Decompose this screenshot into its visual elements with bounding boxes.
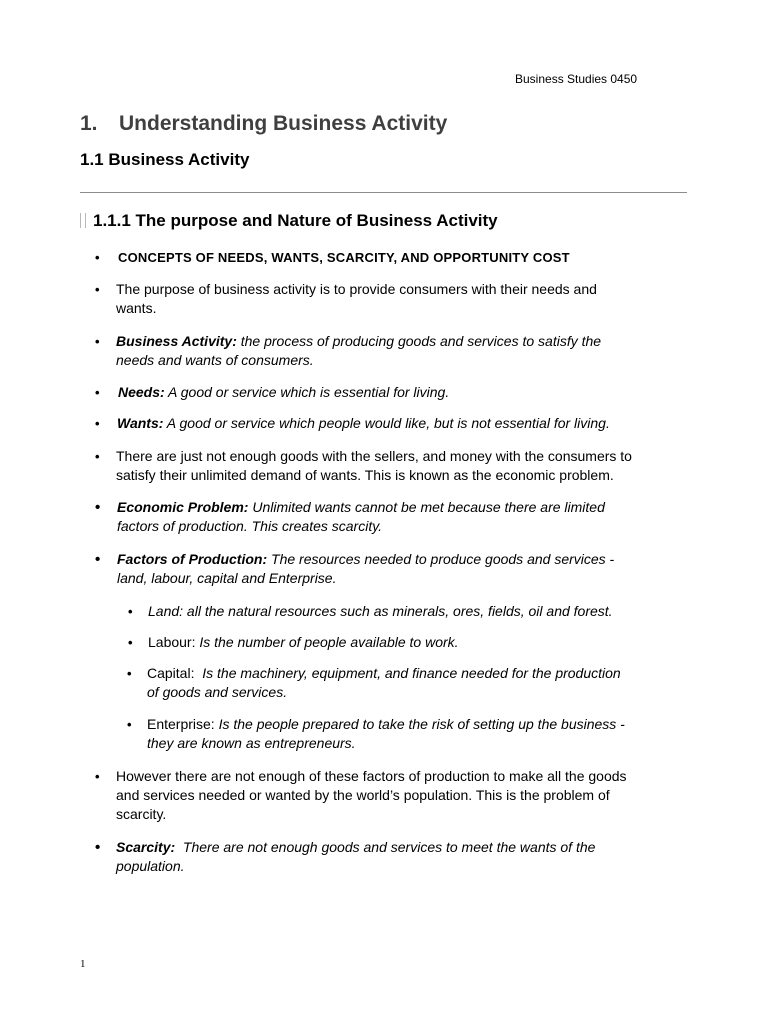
page-number: 1 (80, 958, 86, 970)
list-item-scarcity (95, 838, 596, 876)
business-activity-definition-cont: needs and wants of consumers. (116, 352, 314, 368)
list-item-business-activity (95, 332, 602, 370)
needs-definition: A good or service which is essential for living. (164, 384, 450, 400)
problem-text-line1: There are just not enough goods with the sellers, and money with the consumers to (116, 448, 632, 464)
enterprise-label: Enterprise: (147, 716, 219, 732)
wants-definition: A good or service which people would like, but is not essential for living. (163, 415, 610, 431)
labour-label: Labour: (148, 634, 200, 650)
running-header: Business Studies 0450 (515, 72, 638, 86)
bullet-icon: • (128, 604, 133, 619)
needs-term: Needs: (118, 384, 165, 400)
economic-problem-definition: Unlimited wants cannot be met because there are limited (248, 499, 605, 515)
chapter-number: 1. (80, 112, 98, 135)
concepts-heading: CONCEPTS OF NEEDS, WANTS, SCARCITY, AND OPPORTUNITY COST (118, 250, 570, 265)
bullet-icon: • (95, 839, 101, 856)
section-heading: 1.1 Business Activity (80, 150, 250, 169)
scarcity-term: Scarcity: (116, 839, 176, 855)
list-item-land (128, 602, 613, 621)
heading-marker-icon (80, 213, 86, 228)
subsection-title: 1.1.1 The purpose and Nature of Business Activity (93, 211, 498, 230)
horizontal-rule (80, 192, 687, 193)
factors-definition-cont: land, labour, capital and Enterprise. (117, 570, 337, 586)
business-activity-term: Business Activity: (116, 333, 237, 349)
bullet-icon: • (95, 449, 100, 464)
list-item-needs (95, 383, 450, 402)
capital-definition-cont: of goods and services. (147, 684, 288, 700)
list-item-economic-problem (95, 498, 605, 536)
list-item-economic-problem-intro (95, 447, 632, 485)
bullet-icon: • (127, 717, 132, 732)
list-item-enterprise (127, 715, 625, 753)
subsection-heading (80, 211, 498, 231)
bullet-icon: • (95, 499, 101, 516)
capital-definition: Is the machinery, equipment, and finance needed for the production (202, 665, 621, 681)
bullet-icon: • (95, 769, 100, 784)
however-text-line2: and services needed or wanted by the world’s population. This is the problem of (116, 787, 610, 803)
chapter-title: Understanding Business Activity (119, 112, 448, 135)
list-item-capital (127, 664, 621, 702)
business-activity-definition: the process of producing goods and services to satisfy the (236, 333, 602, 349)
however-text-line1: However there are not enough of these factors of production to make all the goods (116, 768, 627, 784)
bullet-icon: • (95, 551, 101, 568)
list-item-wants (95, 414, 610, 433)
capital-label: Capital: (147, 665, 203, 681)
purpose-text-line1: The purpose of business activity is to provide consumers with their needs and (116, 281, 597, 297)
enterprise-definition: Is the people prepared to take the risk of setting up the business - (218, 716, 625, 732)
bullet-icon: • (95, 282, 100, 297)
purpose-text-line2: wants. (116, 300, 157, 316)
land-definition: Land: all the natural resources such as minerals, ores, fields, oil and forest. (148, 603, 613, 619)
labour-definition: Is the number of people available to work. (199, 634, 459, 650)
economic-problem-definition-cont: factors of production. This creates scarcity. (117, 518, 383, 534)
factors-term: Factors of Production: (117, 551, 268, 567)
list-item-labour (128, 633, 459, 652)
scarcity-definition: There are not enough goods and services to meet the wants of the (175, 839, 596, 855)
economic-problem-term: Economic Problem: (117, 499, 249, 515)
wants-term: Wants: (117, 415, 164, 431)
bullet-icon: • (95, 334, 100, 349)
bullet-icon: • (95, 250, 100, 265)
problem-text-line2: satisfy their unlimited demand of wants. This is known as the economic problem. (116, 467, 614, 483)
enterprise-definition-cont: they are known as entrepreneurs. (147, 735, 356, 751)
bullet-icon: • (128, 635, 133, 650)
scarcity-definition-cont: population. (116, 858, 185, 874)
bullet-icon: • (95, 385, 100, 400)
bullet-icon: • (127, 666, 132, 681)
chapter-heading (80, 112, 447, 136)
factors-definition: The resources needed to produce goods and services - (267, 551, 615, 567)
list-item-concepts (95, 248, 570, 267)
list-item-scarcity-intro (95, 767, 627, 824)
list-item-factors-of-production (95, 550, 615, 588)
bullet-icon: • (95, 416, 100, 431)
however-text-line3: scarcity. (116, 806, 167, 822)
list-item-purpose (95, 280, 597, 318)
